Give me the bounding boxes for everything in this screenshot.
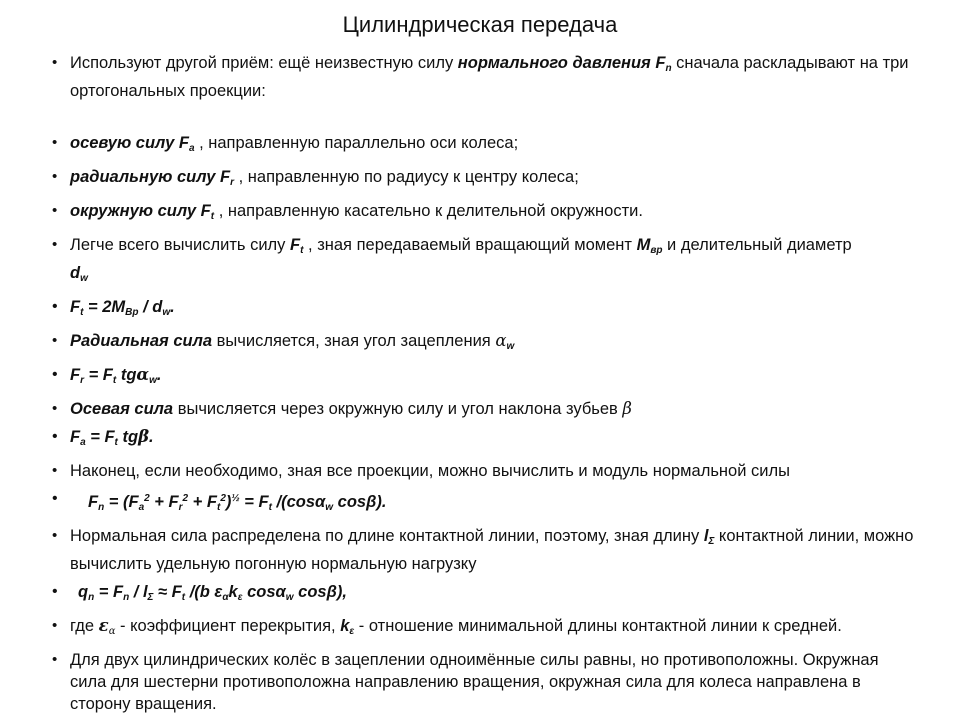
symbol: /(b ε [185, 583, 223, 601]
term: Радиальная сила [70, 332, 213, 350]
symbol: = (F [104, 493, 139, 511]
term: окружную силу F [70, 202, 211, 220]
symbol: ) [225, 493, 232, 511]
list-item [48, 166, 918, 194]
subscript: Σ [147, 592, 154, 603]
symbol: cosα [242, 583, 286, 601]
symbol: + F [188, 493, 217, 511]
alpha-symbol: α [136, 365, 150, 384]
subscript: Σ [708, 536, 715, 547]
list-item [48, 330, 918, 358]
text: , направленную касательно к делительной окружности. [214, 202, 643, 220]
subscript: n [98, 502, 105, 513]
symbol: ≈ F [153, 583, 182, 601]
text: Используют другой приём: ещё неизвестную силу [70, 54, 458, 72]
text: сначала раскладывают на три ортогональных проекции: [70, 54, 909, 100]
subscript: t [210, 211, 215, 222]
formula-item [48, 296, 918, 324]
bullet: • [52, 168, 58, 185]
subscript: ε [349, 626, 355, 637]
text: - коэффициент перекрытия, [115, 617, 341, 635]
subscript: ε [237, 592, 243, 603]
symbol: = F [84, 366, 113, 384]
bullet: • [52, 366, 58, 383]
subscript: r [178, 502, 183, 513]
bullet: • [52, 202, 58, 219]
symbol: d [70, 264, 81, 282]
punctuation: . [149, 428, 154, 446]
punctuation: . [156, 366, 162, 384]
subscript: r [230, 177, 235, 188]
bullet: • [52, 617, 58, 634]
beta-symbol: β [138, 427, 150, 446]
symbol: cosβ). [333, 493, 387, 511]
bullet: • [52, 490, 58, 507]
superscript: ½ [231, 493, 240, 504]
subscript: n [123, 592, 130, 603]
term: осевую силу F [70, 134, 189, 152]
subscript: a [138, 502, 145, 513]
subscript: w [506, 341, 515, 352]
symbol: q [78, 583, 89, 601]
text: и делительный диаметр [662, 236, 852, 254]
symbol: + F [149, 493, 179, 511]
subscript: вр [650, 245, 663, 256]
symbol: = 2M [83, 298, 126, 316]
symbol: /(cosα [271, 493, 326, 511]
term: нормального давления F [457, 54, 666, 72]
symbol: / l [129, 583, 148, 601]
subscript: r [80, 375, 84, 386]
symbol: = F [94, 583, 124, 601]
subscript: t [114, 437, 118, 448]
symbol: = F [85, 428, 115, 446]
text: , направленную по радиусу к центру колеса; [234, 168, 579, 186]
subscript: t [300, 245, 304, 256]
slide-title: Цилиндрическая передача [342, 12, 618, 37]
text: - отношение минимальной длины контактной линии к средней. [354, 617, 842, 635]
subscript: t [216, 502, 221, 513]
text: , зная передаваемый вращающий момент [303, 236, 637, 254]
term: Осевая сила [70, 400, 174, 418]
alpha-symbol: α [495, 331, 507, 350]
bullet: • [52, 651, 58, 668]
bullet: • [52, 462, 58, 479]
bullet: • [52, 583, 58, 600]
subscript: t [268, 502, 272, 513]
text: вычисляется, зная угол зацепления [212, 332, 496, 350]
subscript: w [149, 375, 157, 386]
subscript: w [162, 307, 171, 318]
symbol: / d [138, 298, 163, 316]
subscript: a [188, 143, 195, 154]
text: Для двух цилиндрических колёс в зацеплении одноимённые силы равны, но противоположны. Окружная сила для шестерни противоположна направлению вращения, окружная сила для колеса направлена в сторону вращения. [70, 651, 879, 713]
formula-item [48, 426, 918, 454]
bullet: • [52, 527, 58, 544]
symbol: tg [116, 366, 137, 384]
punctuation: . [170, 298, 175, 316]
subscript: Вр [125, 307, 139, 318]
beta-symbol: β [622, 399, 632, 418]
text: Нормальная сила распределена по длине контактной линии, поэтому, зная длину [70, 527, 704, 545]
text: Легче всего вычислить силу [70, 236, 291, 254]
epsilon-symbol: ε [98, 616, 109, 635]
list-item [48, 234, 918, 290]
symbol: F [88, 493, 99, 511]
symbol: М [636, 236, 651, 254]
subscript: a [80, 437, 86, 448]
subscript: α [222, 592, 229, 603]
list-item [48, 615, 918, 643]
text: , направленную параллельно оси колеса; [194, 134, 519, 152]
list-item [48, 525, 918, 575]
subscript: t [80, 307, 84, 318]
text: контактной линии, можно вычислить удельную погонную нормальную нагрузку [70, 527, 914, 573]
subscript: t [181, 592, 186, 603]
formula-item [48, 364, 918, 392]
subscript: α [108, 626, 116, 637]
subscript: n [88, 592, 95, 603]
symbol: l [703, 527, 709, 545]
symbol: F [70, 366, 81, 384]
symbol: F [70, 298, 81, 316]
list-item [48, 649, 918, 715]
bullet: • [52, 54, 58, 71]
symbol: cosβ), [293, 583, 347, 601]
superscript: 2 [220, 493, 226, 504]
symbol: tg [117, 428, 139, 446]
superscript: 2 [144, 493, 150, 504]
list-item [48, 132, 918, 160]
bullet: • [52, 332, 58, 349]
subscript: w [325, 502, 334, 513]
subscript: w [80, 273, 88, 284]
bullet: • [52, 428, 58, 445]
symbol: F [290, 236, 301, 254]
bullet: • [52, 134, 58, 151]
text: Наконец, если необходимо, зная все проекции, можно вычислить и модуль нормальной силы [70, 462, 790, 480]
text: где [70, 617, 99, 635]
symbol: = F [239, 493, 269, 511]
symbol: F [70, 428, 81, 446]
bullet-list [48, 52, 918, 721]
list-item [48, 398, 918, 420]
term: радиальную силу F [70, 168, 231, 186]
bullet: • [52, 400, 58, 417]
symbol: k [228, 583, 238, 601]
list-item [48, 460, 918, 482]
formula-item [48, 488, 918, 519]
subscript: n [665, 63, 672, 74]
bullet: • [52, 298, 58, 315]
formula-item [48, 581, 918, 609]
subscript: w [285, 592, 294, 603]
list-item [48, 200, 918, 228]
superscript: 2 [182, 493, 189, 504]
bullet: • [52, 236, 58, 253]
symbol: k [340, 617, 350, 635]
text: вычисляется через окружную силу и угол наклона зубьев [173, 400, 623, 418]
subscript: t [112, 375, 117, 386]
list-item [48, 52, 918, 102]
spacer [48, 108, 918, 132]
